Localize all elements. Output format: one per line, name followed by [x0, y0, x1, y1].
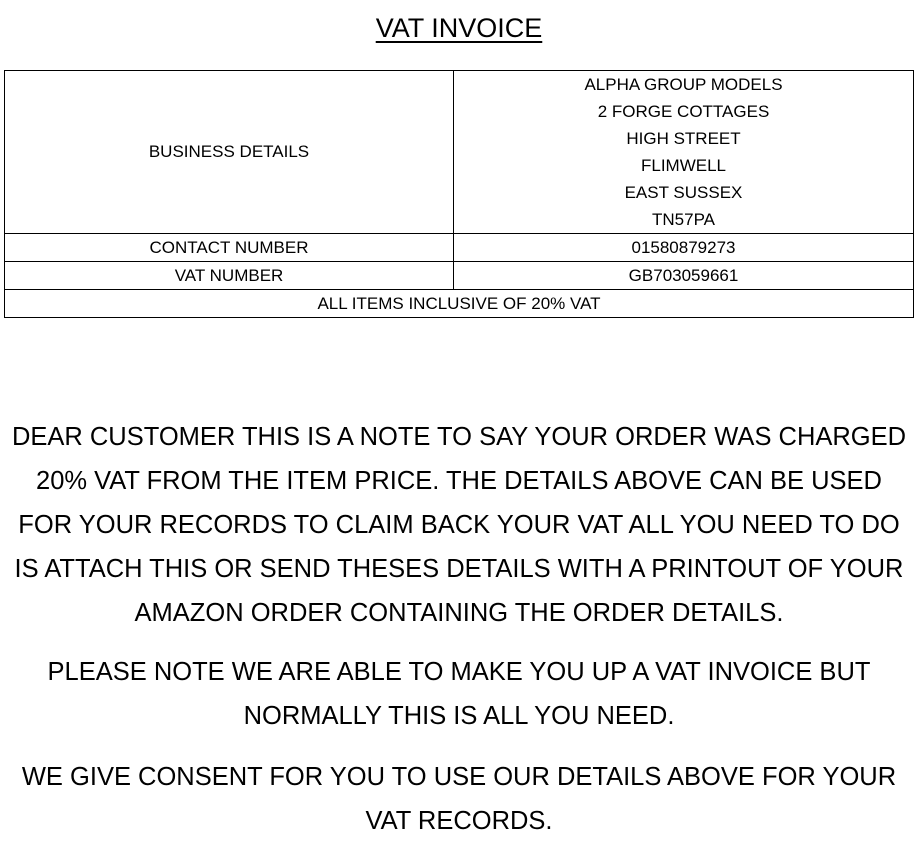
note-line: PLEASE NOTE WE ARE ABLE TO MAKE YOU UP A VAT INVOICE BUT [47, 658, 871, 686]
contact-number-label: CONTACT NUMBER [5, 234, 454, 262]
note-line: VAT RECORDS. [365, 807, 553, 835]
business-address [454, 71, 914, 234]
vat-number-label: VAT NUMBER [5, 262, 454, 290]
note-line: NORMALLY THIS IS ALL YOU NEED. [243, 702, 675, 730]
note-line: FOR YOUR RECORDS TO CLAIM BACK YOUR VAT ALL YOU NEED TO DO [18, 511, 900, 539]
note-line: IS ATTACH THIS OR SEND THESES DETAILS WITH A PRINTOUT OF YOUR [14, 555, 904, 583]
table-row-contact [5, 234, 914, 262]
business-details-label: BUSINESS DETAILS [5, 71, 454, 234]
note-line: DEAR CUSTOMER THIS IS A NOTE TO SAY YOUR ORDER WAS CHARGED [11, 423, 907, 451]
table-row-business [5, 71, 914, 234]
vat-number-value: GB703059661 [454, 262, 914, 290]
note-line: 20% VAT FROM THE ITEM PRICE. THE DETAILS ABOVE CAN BE USED [36, 467, 882, 495]
address-line-company: ALPHA GROUP MODELS [584, 75, 783, 94]
address-line-street2: HIGH STREET [626, 129, 741, 148]
consent-note-paragraph [0, 755, 918, 843]
business-details-table [4, 70, 914, 318]
page-title: VAT INVOICE [375, 13, 543, 43]
table-row-inclusive [5, 290, 914, 318]
address-line-town: FLIMWELL [640, 156, 727, 175]
address-line-county: EAST SUSSEX [624, 183, 743, 202]
address-line-postcode: TN57PA [652, 210, 715, 229]
address-line-street1: 2 FORGE COTTAGES [597, 102, 770, 121]
table-row-vat [5, 262, 914, 290]
customer-note-paragraph [0, 415, 918, 635]
note-line: AMAZON ORDER CONTAINING THE ORDER DETAILS. [134, 599, 784, 627]
note-line: WE GIVE CONSENT FOR YOU TO USE OUR DETAILS ABOVE FOR YOUR [21, 763, 897, 791]
contact-number-value: 01580879273 [454, 234, 914, 262]
vat-inclusive-note: ALL ITEMS INCLUSIVE OF 20% VAT [5, 290, 914, 318]
vat-invoice-note-paragraph [0, 650, 918, 738]
